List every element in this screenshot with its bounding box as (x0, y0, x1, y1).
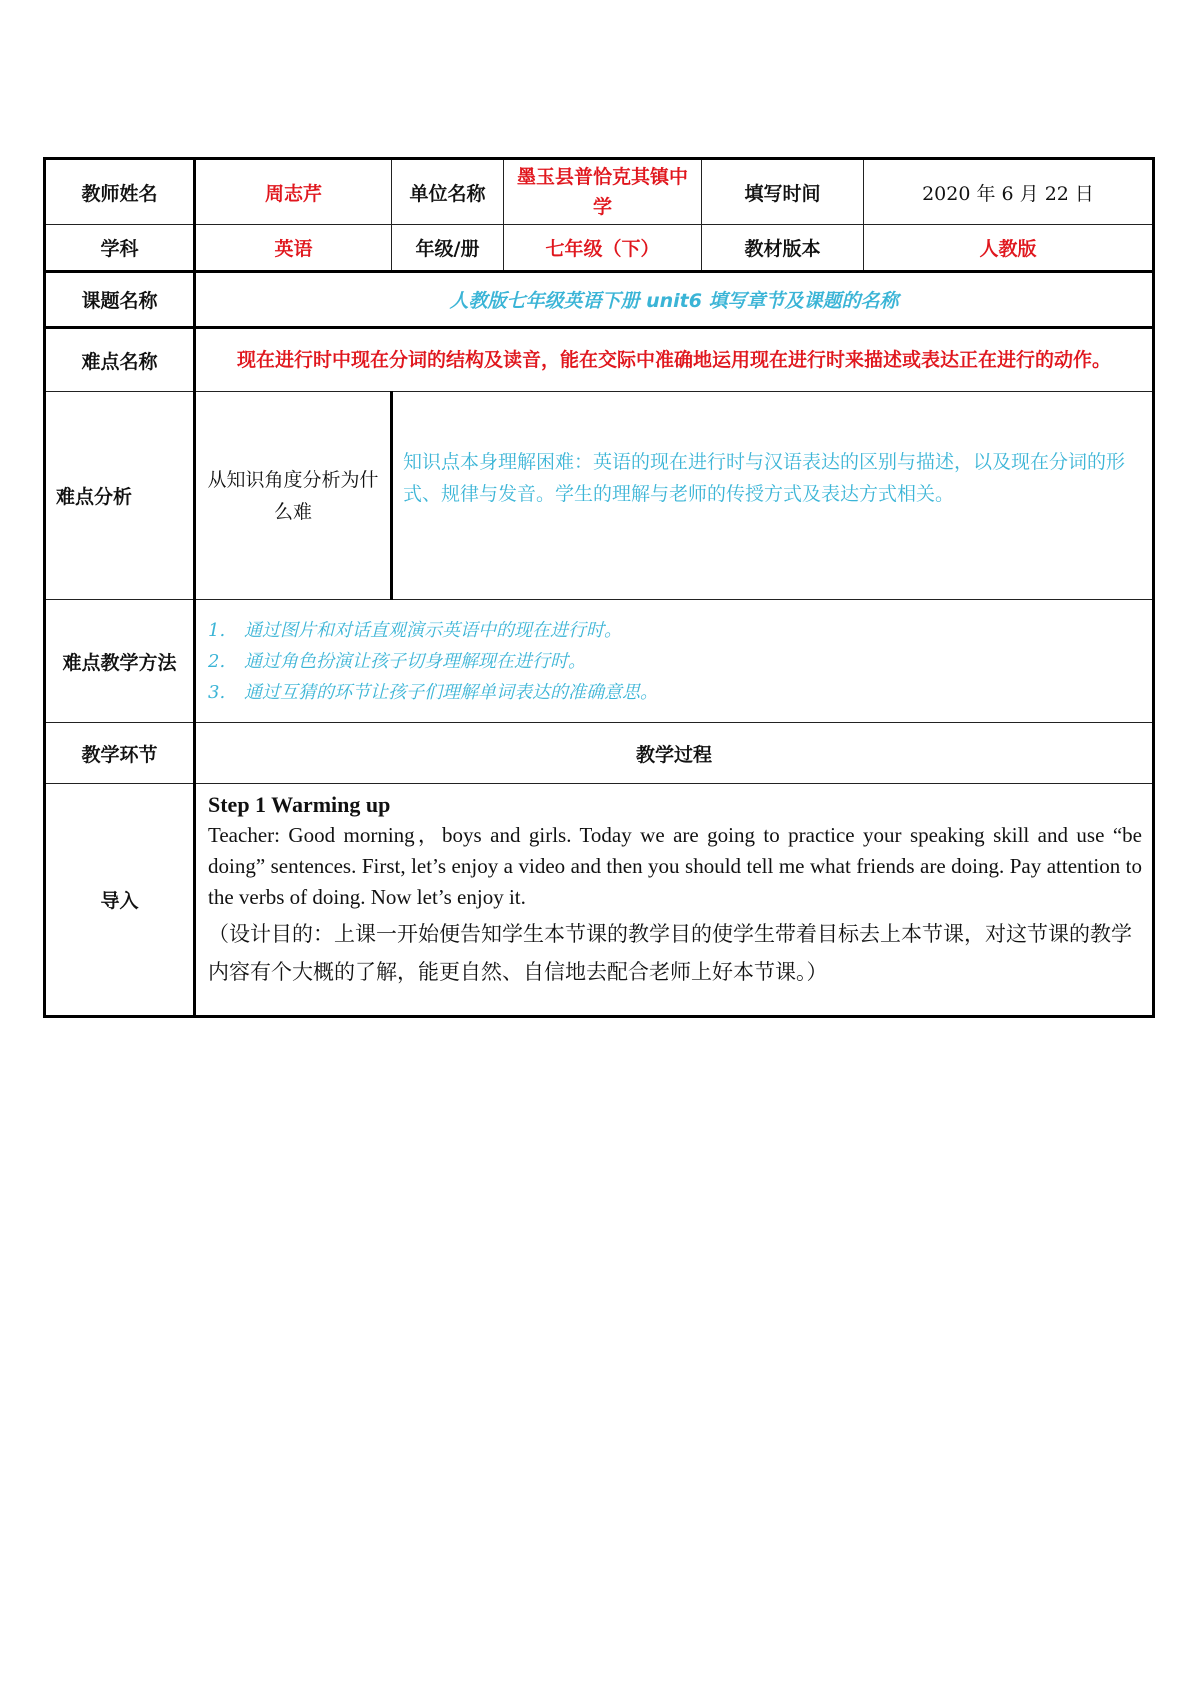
process-header-row (45, 723, 1154, 784)
intro-content (195, 784, 1154, 1017)
analysis-content-cell (392, 392, 1154, 600)
analysis-row (45, 392, 1154, 600)
grade-label: 年级/册 (392, 225, 504, 272)
time-value: 2020 年 6 月 22 日 (864, 159, 1154, 225)
method-item: 3. 通过互猜的环节让孩子们理解单词表达的准确意思。 (208, 681, 658, 703)
difficulty-label: 难点名称 (45, 328, 195, 392)
teacher-script: Teacher: Good morning，boys and girls. Today we are going to practice your speaking skill and use “be doing” sentences. First, let’s enjoy a video and then you should tell me what friends are doing. Pay attention to the verbs of doing. Now let’s enjoy it. (208, 823, 1143, 909)
process-label: 教学环节 (45, 723, 195, 784)
process-value: 教学过程 (195, 723, 1154, 784)
header-row-1 (45, 159, 1154, 225)
grade-value: 七年级（下） (504, 225, 702, 272)
intro-row (45, 784, 1154, 1017)
time-label: 填写时间 (702, 159, 864, 225)
methods-row (45, 600, 1154, 723)
methods-list (195, 600, 1154, 723)
analysis-label: 难点分析 (45, 392, 195, 600)
header-row-2 (45, 225, 1154, 272)
teacher-label: 教师姓名 (45, 159, 195, 225)
edition-label: 教材版本 (702, 225, 864, 272)
unit-label: 单位名称 (392, 159, 504, 225)
method-item: 2. 通过角色扮演让孩子切身理解现在进行时。 (208, 650, 586, 672)
methods-label: 难点教学方法 (45, 600, 195, 723)
subject-value: 英语 (195, 225, 392, 272)
analysis-angle: 从知识角度分析为什么难 (195, 392, 392, 600)
step-title: Step 1 Warming up (208, 792, 391, 817)
topic-value: 人教版七年级英语下册 unit6 填写章节及课题的名称 (195, 272, 1154, 328)
lesson-plan-table (43, 157, 1155, 1018)
topic-label: 课题名称 (45, 272, 195, 328)
design-purpose: （设计目的：上课一开始便告知学生本节课的教学目的使学生带着目标去上本节课，对这节课的教学内容有个大概的了解，能更自然、自信地去配合老师上好本节课。） (208, 922, 1132, 984)
intro-label: 导入 (45, 784, 195, 1017)
edition-value: 人教版 (864, 225, 1154, 272)
difficulty-value: 现在进行时中现在分词的结构及读音，能在交际中准确地运用现在进行时来描述或表达正在进行的动作。 (195, 328, 1154, 392)
subject-label: 学科 (45, 225, 195, 272)
analysis-content: 知识点本身理解困难：英语的现在进行时与汉语表达的区别与描述，以及现在分词的形式、规律与发音。学生的理解与老师的传授方式及表达方式相关。 (403, 450, 1126, 505)
difficulty-row (45, 328, 1154, 392)
topic-row (45, 272, 1154, 328)
teacher-value: 周志芹 (195, 159, 392, 225)
unit-value: 墨玉县普恰克其镇中学 (504, 159, 702, 225)
method-item: 1. 通过图片和对话直观演示英语中的现在进行时。 (208, 619, 622, 641)
